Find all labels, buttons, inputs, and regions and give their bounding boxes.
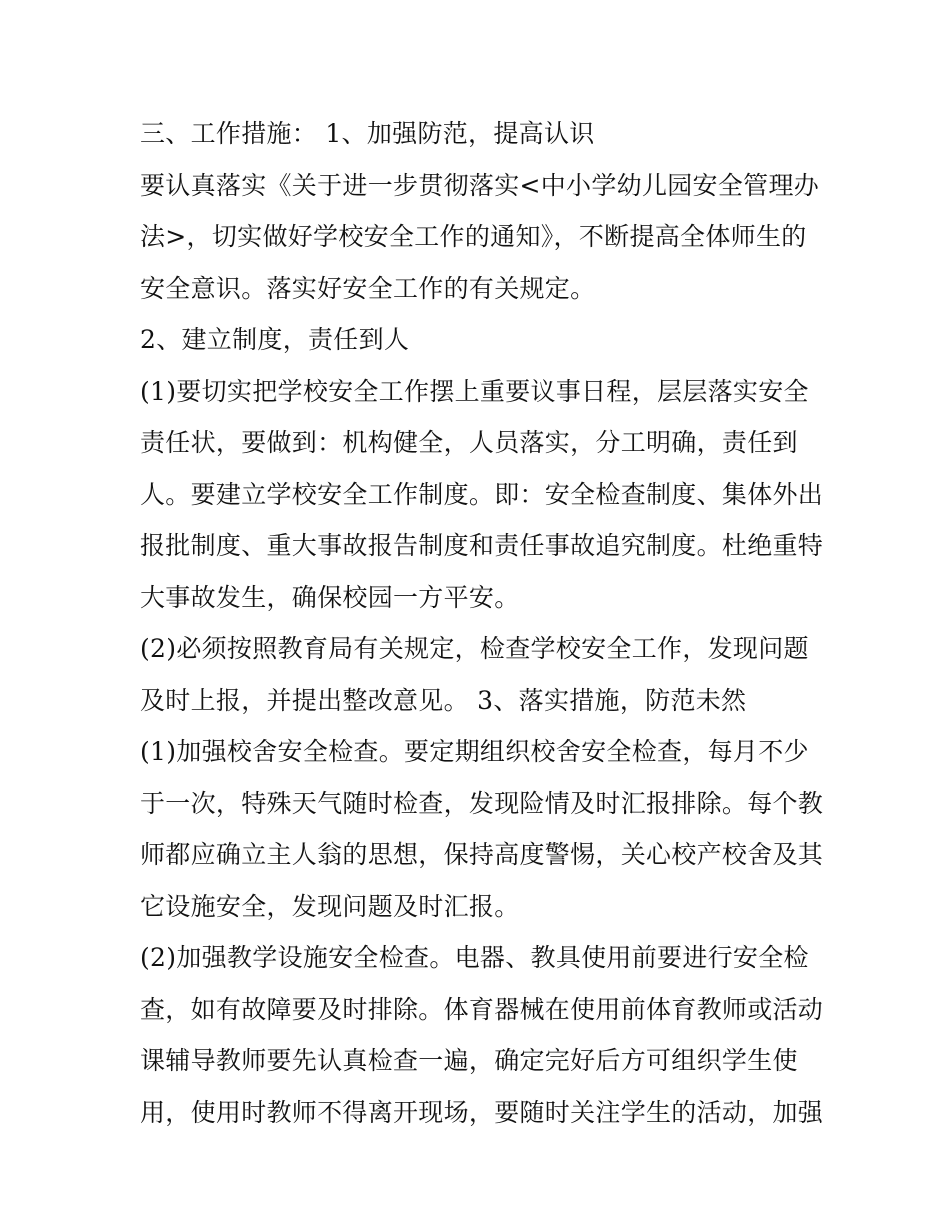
text-line: (2)加强教学设施安全检查。电器、教具使用前要进行安全检 — [140, 943, 809, 972]
text-line: 大事故发生，确保校园一方平安。 — [140, 582, 520, 612]
text-line: 课辅导教师要先认真检查一遍，确定完好后方可组织学生使 — [140, 1046, 798, 1075]
text-line: 查，如有故障要及时排除。体育器械在使用前体育教师或活动 — [140, 994, 824, 1024]
text-line: 师都应确立主人翁的思想，保持高度警惕，关心校产校舍及其 — [140, 840, 824, 869]
text-line: 要认真落实《关于进一步贯彻落实<中小学幼儿园安全管理办 — [140, 170, 820, 200]
text-line: (1)加强校舍安全检查。要定期组织校舍安全检查，每月不少 — [140, 737, 809, 766]
text-line: (1)要切实把学校安全工作摆上重要议事日程，层层落实安全 — [140, 376, 809, 406]
text-line: 人。要建立学校安全工作制度。即：安全检查制度、集体外出 — [140, 479, 824, 509]
text-line: 它设施安全，发现问题及时汇报。 — [140, 891, 520, 921]
text-line: 报批制度、重大事故报告制度和责任事故追究制度。杜绝重特 — [140, 531, 824, 560]
text-line: 法>，切实做好学校安全工作的通知》，不断提高全体师生的 — [140, 222, 807, 251]
text-line: 安全意识。落实好安全工作的有关规定。 — [140, 273, 596, 303]
text-line: (2)必须按照教育局有关规定，检查学校安全工作，发现问题 — [140, 634, 809, 663]
text-line: 责任状，要做到：机构健全，人员落实，分工明确，责任到 — [140, 428, 798, 457]
text-line: 及时上报，并提出整改意见。 3、落实措施，防范未然 — [140, 685, 747, 715]
text-line: 于一次，特殊天气随时检查，发现险情及时汇报排除。每个教 — [140, 788, 824, 818]
text-line: 用，使用时教师不得离开现场，要随时关注学生的活动，加强 — [140, 1097, 824, 1127]
text-line: 三、工作措施： 1、加强防范，提高认识 — [140, 119, 595, 148]
text-line: 2、建立制度，责任到人 — [140, 325, 410, 354]
document-body — [140, 108, 824, 1138]
